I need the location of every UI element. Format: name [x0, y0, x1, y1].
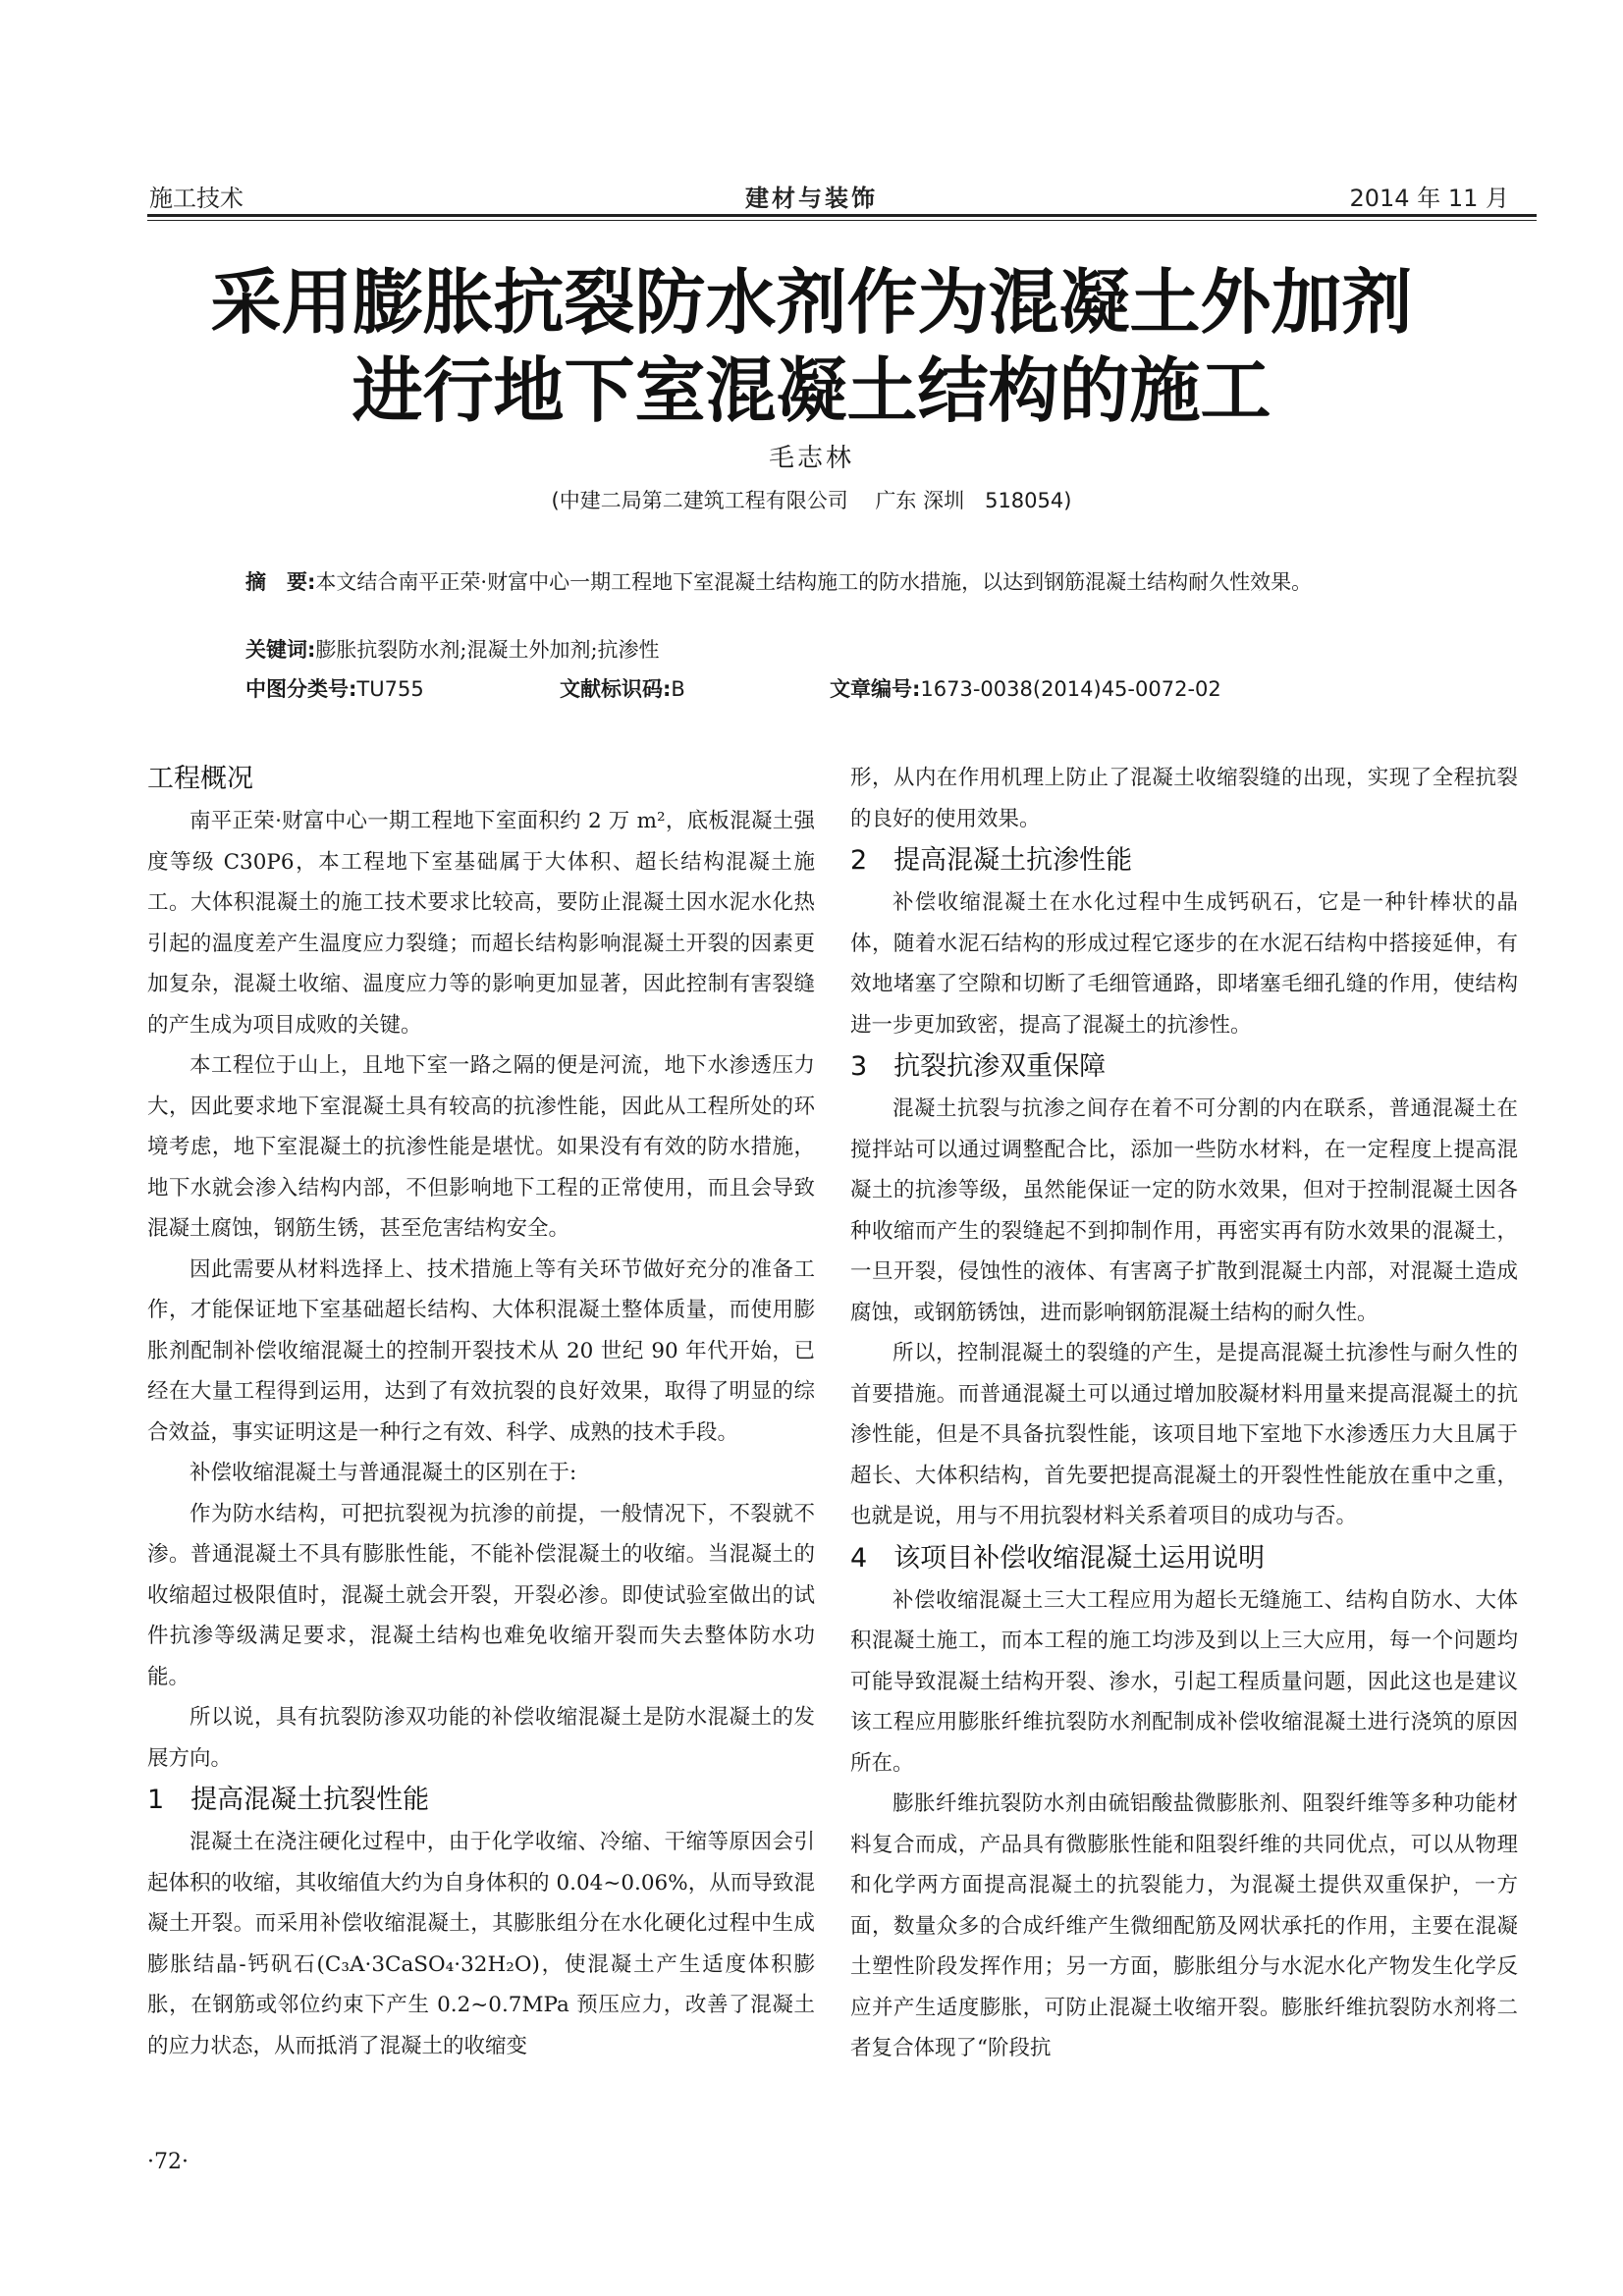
paragraph: 作为防水结构，可把抗裂视为抗渗的前提，一般情况下，不裂就不渗。普通混凝土不具有膨胀性能，不能补偿混凝土的收缩。当混凝土的收缩超过极限值时，混凝土就会开裂，开裂必渗。即使试验室做出的试件抗渗等级满足要求，混凝土结构也难免收缩开裂而失去整体防水功能。 — [147, 1501, 815, 1689]
abstract-label: 摘 要: — [245, 570, 316, 594]
paragraph: 补偿收缩混凝土三大工程应用为超长无缝施工、结构自防水、大体积混凝土施工，而本工程的施工均涉及到以上三大应用，每一个问题均可能导致混凝土结构开裂、渗水，引起工程质量问题，因此这也是建议该工程应用膨胀纤维抗裂防水剂配制成补偿收缩混凝土进行浇筑的原因所在。 — [850, 1587, 1518, 1776]
paragraph: 因此需要从材料选择上、技术措施上等有关环节做好充分的准备工作，才能保证地下室基础超长结构、大体积混凝土整体质量，而使用膨胀剂配制补偿收缩混凝土的控制开裂技术从 20 世纪 90 年代开始，已经在大量工程得到运用，达到了有效抗裂的良好效果，取得了明显的综合效益，事实证明这是一种行之有效、科学、成熟的技术手段。 — [147, 1256, 815, 1445]
paragraph: 混凝土抗裂与抗渗之间存在着不可分割的内在联系，普通混凝土在搅拌站可以通过调整配合比，添加一些防水材料，在一定程度上提高混凝土的抗渗等级，虽然能保证一定的防水效果，但对于控制混凝土因各种收缩而产生的裂缝起不到抑制作用，再密实再有防水效果的混凝土，一旦开裂，侵蚀性的液体、有害离子扩散到混凝土内部，对混凝土造成腐蚀，或钢筋锈蚀，进而影响钢筋混凝土结构的耐久性。 — [850, 1096, 1518, 1325]
left-column — [147, 758, 815, 2066]
clc-number — [245, 672, 424, 706]
article-number — [830, 672, 1221, 706]
section-heading-3: 3 抗裂抗渗双重保障 — [850, 1051, 1107, 1082]
clc-value: TU755 — [356, 677, 424, 701]
keywords-text: 膨胀抗裂防水剂;混凝土外加剂;抗渗性 — [315, 638, 660, 662]
paragraph: 补偿收缩混凝土与普通混凝土的区别在于: — [189, 1461, 577, 1485]
paragraph: 所以，控制混凝土的裂缝的产生，是提高混凝土抗渗性与耐久性的首要措施。而普通混凝土可以通过增加胶凝材料用量来提高混凝土的抗渗性能，但是不具备抗裂性能，该项目地下室地下水渗透压力大且属于超长、大体积结构，首先要把提高混凝土的开裂性性能放在重中之重，也就是说，用与不用抗裂材料关系着项目的成功与否。 — [850, 1341, 1518, 1528]
author: 毛志林 — [768, 444, 854, 473]
journal-name: 建材与装饰 — [745, 185, 878, 212]
paragraph: 所以说，具有抗裂防渗双功能的补偿收缩混凝土是防水混凝土的发展方向。 — [147, 1705, 815, 1771]
right-column — [850, 758, 1518, 2069]
article-label: 文章编号: — [830, 677, 921, 701]
section-heading-1: 1 提高混凝土抗裂性能 — [147, 1785, 430, 1815]
running-header-section: 施工技术 — [149, 185, 243, 212]
article-value: 1673-0038(2014)45-0072-02 — [920, 677, 1221, 701]
keywords-label: 关键词: — [245, 638, 316, 662]
section-heading-2: 2 提高混凝土抗渗性能 — [850, 845, 1133, 876]
paragraph: 膨胀纤维抗裂防水剂由硫铝酸盐微膨胀剂、阻裂纤维等多种功能材料复合而成，产品具有微膨胀性能和阻裂纤维的共同优点，可以从物理和化学两方面提高混凝土的抗裂能力，为混凝土提供双重保护，一方面，数量众多的合成纤维产生微细配筋及网状承托的作用，主要在混凝土塑性阶段发挥作用；另一方面，膨胀组分与水泥水化产物发生化学反应并产生适度膨胀，可防止混凝土收缩开裂。膨胀纤维抗裂防水剂将二者复合体现了“阶段抗 — [850, 1791, 1518, 2060]
keywords — [245, 633, 660, 667]
paper-title-line-1: 采用膨胀抗裂防水剂作为混凝土外加剂 — [210, 261, 1413, 344]
clc-label: 中图分类号: — [245, 677, 357, 701]
paragraph: 本工程位于山上，且地下室一路之隔的便是河流，地下水渗透压力大，因此要求地下室混凝土具有较高的抗渗性能，因此从工程所处的环境考虑，地下室混凝土的抗渗性能是堪忧。如果没有有效的防水措施，地下水就会渗入结构内部，不但影响地下工程的正常使用，而且会导致混凝土腐蚀，钢筋生锈，甚至危害结构安全。 — [147, 1053, 815, 1241]
paragraph: 南平正荣·财富中心一期工程地下室面积约 2 万 m²，底板混凝土强度等级 C30P6，本工程地下室基础属于大体积、超长结构混凝土施工。大体积混凝土的施工技术要求比较高，要防止混凝土因水泥水化热引起的温度差产生温度应力裂缝；而超长结构影响混凝土开裂的因素更加复杂，混凝土收缩、温度应力等的影响更加显著，因此控制有害裂缝的产生成为项目成败的关键。 — [147, 809, 815, 1038]
header-rule — [147, 214, 1537, 217]
paragraph: 形，从内在作用机理上防止了混凝土收缩裂缝的出现，实现了全程抗裂的良好的使用效果。 — [850, 766, 1518, 831]
page-number: ·72· — [147, 2150, 189, 2174]
paragraph: 补偿收缩混凝土在水化过程中生成钙矾石，它是一种针棒状的晶体，随着水泥石结构的形成过程它逐步的在水泥石结构中搭接延伸，有效地堵塞了空隙和切断了毛细管通路，即堵塞毛细孔缝的作用，使结构进一步更加致密，提高了混凝土的抗渗性。 — [850, 890, 1518, 1038]
abstract-text: 本文结合南平正荣·财富中心一期工程地下室混凝土结构施工的防水措施，以达到钢筋混凝土结构耐久性效果。 — [315, 570, 1313, 594]
paper-title-line-2: 进行地下室混凝土结构的施工 — [352, 349, 1271, 432]
section-heading-4: 4 该项目补偿收缩混凝土运用说明 — [850, 1542, 1266, 1574]
affiliation: (中建二局第二建筑工程有限公司 广东 深圳 518054) — [551, 489, 1072, 512]
document-code — [560, 672, 685, 706]
abstract — [206, 565, 1473, 599]
section-heading-overview: 工程概况 — [147, 764, 253, 794]
doc-value: B — [671, 677, 685, 701]
header-rule-thin — [147, 220, 1537, 221]
doc-label: 文献标识码: — [560, 677, 672, 701]
paragraph: 混凝土在浇注硬化过程中，由于化学收缩、冷缩、干缩等原因会引起体积的收缩，其收缩值大约为自身体积的 0.04~0.06%，从而导致混凝土开裂。而采用补偿收缩混凝土，其膨胀组分在水化硬化过程中生成膨胀结晶-钙矾石(C₃A·3CaSO₄·32H₂O)，使混凝土产生适度体积膨胀，在钢筋或邻位约束下产生 0.2~0.7MPa 预压应力，改善了混凝土的应力状态，从而抵消了混凝土的收缩变 — [147, 1830, 815, 2058]
issue-date: 2014 年 11 月 — [1349, 185, 1509, 212]
